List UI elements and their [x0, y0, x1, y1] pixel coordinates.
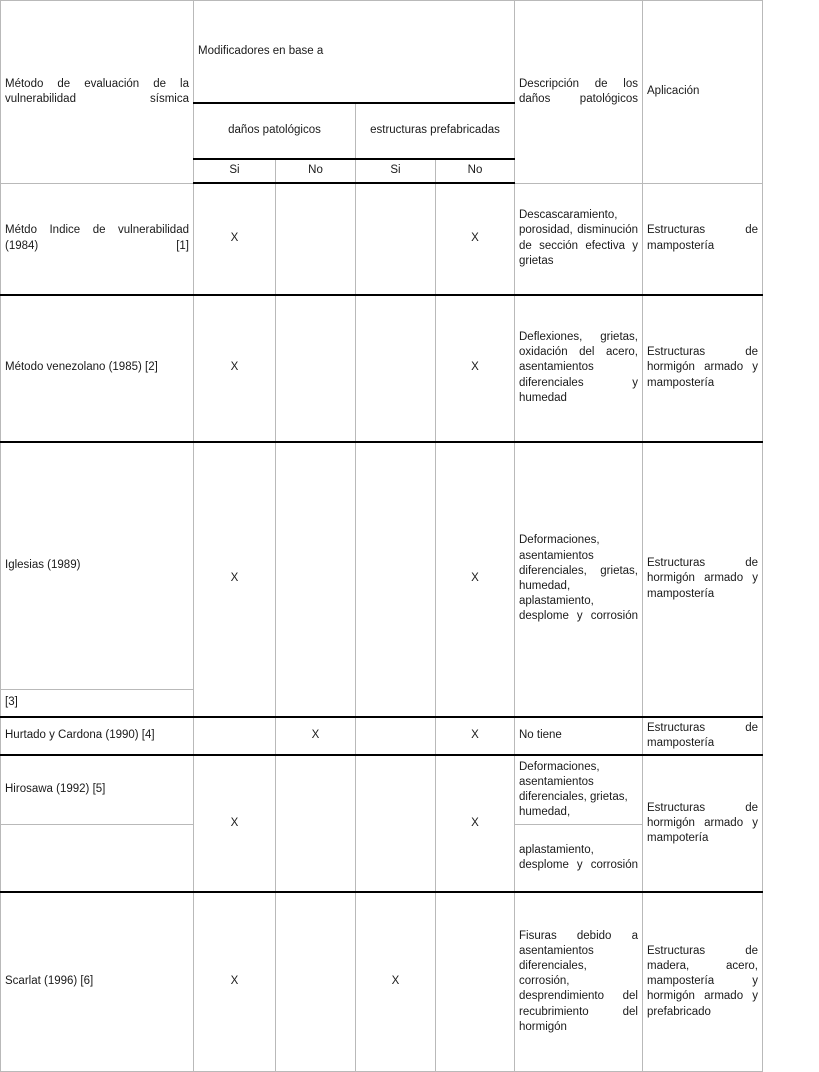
cell-application: Estructuras de hormigón armado y mampostería [643, 295, 763, 442]
cell-application: Estructuras de hormigón armado y mampotería [643, 755, 763, 892]
cell-prefab-si [356, 183, 436, 295]
cell-application: Estructuras de mampostería [643, 183, 763, 295]
header-cell-application: Aplicación [643, 1, 763, 184]
cell-prefab-si [356, 295, 436, 442]
table-row [1, 295, 763, 442]
cell-method: Método venezolano (1985) [2] [1, 295, 194, 442]
table-row [1, 755, 763, 825]
header-cell-method: Método de evaluación de la vulnerabilidad sísmica [1, 1, 194, 184]
header-cell-description: Descripción de los daños patológicos [515, 1, 643, 184]
cell-method: Scarlat (1996) [6] [1, 892, 194, 1072]
cell-danos-si: X [194, 295, 276, 442]
cell-prefab-si [356, 717, 436, 755]
cell-application: Estructuras de madera, acero, mampostería y hormigón armado y prefabricado [643, 892, 763, 1072]
header-cell-subgroup-danos: daños patológicos [194, 103, 356, 159]
cell-prefab-no: X [436, 717, 515, 755]
cell-prefab-no: X [436, 442, 515, 717]
cell-prefab-si: X [356, 892, 436, 1072]
table-row [1, 892, 763, 1072]
cell-danos-no [276, 183, 356, 295]
cell-danos-no [276, 892, 356, 1072]
cell-danos-si: X [194, 755, 276, 892]
table-row [1, 183, 763, 295]
cell-danos-si: X [194, 892, 276, 1072]
cell-method: Hirosawa (1992) [5] [1, 755, 194, 825]
cell-prefab-no: X [436, 183, 515, 295]
cell-danos-si: X [194, 442, 276, 717]
cell-prefab-si [356, 755, 436, 892]
cell-description-continuation: aplastamiento, desplome y corrosión [515, 824, 643, 892]
header-cell-danos-no: No [276, 159, 356, 183]
cell-prefab-si [356, 442, 436, 717]
cell-description: No tiene [515, 717, 643, 755]
cell-prefab-no [436, 892, 515, 1072]
header-cell-modifiers-group: Modificadores en base a [194, 1, 515, 104]
cell-danos-si: X [194, 183, 276, 295]
table-row [1, 442, 763, 690]
cell-application: Estructuras de mampostería [643, 717, 763, 755]
cell-description: Descascaramiento, porosidad, disminución de sección efectiva y grietas [515, 183, 643, 295]
header-row-group [1, 1, 763, 104]
cell-danos-no [276, 442, 356, 717]
cell-danos-si [194, 717, 276, 755]
cell-method: Métdo Indice de vulnerabilidad (1984) [1] [1, 183, 194, 295]
cell-method-reference: [3] [1, 689, 194, 717]
cell-application: Estructuras de hormigón armado y mampostería [643, 442, 763, 717]
cell-method-continuation [1, 824, 194, 892]
cell-prefab-no: X [436, 755, 515, 892]
header-cell-subgroup-prefabricadas: estructuras prefabricadas [356, 103, 515, 159]
cell-description: Deformaciones, asentamientos diferenciales, grietas, humedad, [515, 755, 643, 825]
cell-description: Deflexiones, grietas, oxidación del acero, asentamientos diferenciales y humedad [515, 295, 643, 442]
header-cell-prefab-si: Si [356, 159, 436, 183]
cell-description: Fisuras debido a asentamientos diferenciales, corrosión, desprendimiento del recubrimiento del hormigón [515, 892, 643, 1072]
cell-method: Iglesias (1989) [1, 442, 194, 690]
table-row [1, 717, 763, 755]
header-cell-danos-si: Si [194, 159, 276, 183]
cell-danos-no [276, 755, 356, 892]
cell-description: Deformaciones, asentamientos diferenciales, grietas, humedad, aplastamiento, desplome y corrosión [515, 442, 643, 717]
cell-danos-no: X [276, 717, 356, 755]
cell-danos-no [276, 295, 356, 442]
cell-method: Hurtado y Cardona (1990) [4] [1, 717, 194, 755]
cell-prefab-no: X [436, 295, 515, 442]
header-cell-prefab-no: No [436, 159, 515, 183]
